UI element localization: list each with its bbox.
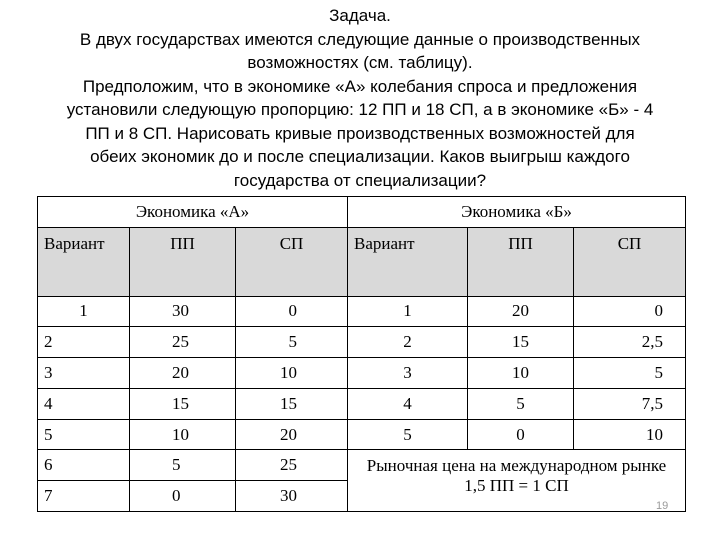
cell-pp-b: 20 [468,296,574,327]
cell-pp-a: 30 [130,296,236,327]
cell-sp-a: 15 [236,388,348,419]
task-title: Задача. [329,6,391,25]
header-variant-b: Вариант [348,227,468,296]
economy-header-row [38,197,686,228]
production-possibilities-table [37,196,686,512]
cell-sp-b: 5 [574,358,686,389]
header-sp-a: СП [236,227,348,296]
economy-a-header: Экономика «А» [38,197,348,228]
cell-variant-a: 7 [38,481,130,512]
cell-variant-a: 4 [38,388,130,419]
cell-sp-a: 10 [236,358,348,389]
cell-pp-a: 5 [130,450,236,481]
cell-variant-a: 1 [38,296,130,327]
cell-variant-a: 5 [38,419,130,450]
table-row [38,388,686,419]
cell-pp-a: 10 [130,419,236,450]
column-header-row [38,227,686,296]
cell-pp-b: 10 [468,358,574,389]
table-row [38,450,686,481]
page-number: 19 [656,500,669,512]
table-row [38,419,686,450]
cell-variant-b: 2 [348,327,468,358]
cell-variant-a: 2 [38,327,130,358]
table-row [38,358,686,389]
cell-pp-b: 5 [468,388,574,419]
cell-variant-b: 4 [348,388,468,419]
cell-pp-a: 0 [130,481,236,512]
market-price-note [348,450,686,512]
cell-sp-b: 7,5 [574,388,686,419]
cell-pp-b: 0 [468,419,574,450]
task-text [0,4,720,192]
market-price-note-line: Рыночная цена на международном рынке [366,456,667,476]
task-line: возможностях (см. таблицу). [247,53,473,72]
cell-sp-b: 2,5 [574,327,686,358]
economy-b-header: Экономика «Б» [348,197,686,228]
cell-pp-a: 20 [130,358,236,389]
task-line: В двух государствах имеются следующие данные о производственных [79,29,641,49]
header-sp-b: СП [574,227,686,296]
task-line: государства от специализации? [233,170,487,190]
header-pp-a: ПП [130,227,236,296]
cell-variant-a: 6 [38,450,130,481]
cell-sp-a: 5 [236,327,348,358]
cell-sp-a: 0 [236,296,348,327]
cell-pp-a: 25 [130,327,236,358]
market-price-ratio: 1,5 ПП = 1 СП [464,476,569,496]
cell-pp-a: 15 [130,388,236,419]
cell-sp-b: 0 [574,296,686,327]
cell-sp-b: 10 [574,419,686,450]
task-line: ПП и 8 СП. Нарисовать кривые производственных возможностей для [85,123,635,143]
cell-variant-b: 3 [348,358,468,389]
cell-variant-a: 3 [38,358,130,389]
cell-variant-b: 1 [348,296,468,327]
table-row [38,296,686,327]
header-pp-b: ПП [468,227,574,296]
cell-variant-b: 5 [348,419,468,450]
cell-sp-a: 25 [236,450,348,481]
table-row [38,327,686,358]
task-line: Предположим, что в экономике «А» колебания спроса и предложения [82,76,638,96]
cell-sp-a: 20 [236,419,348,450]
task-line: установили следующую пропорцию: 12 ПП и 18 СП, а в экономике «Б» - 4 [66,100,654,119]
cell-sp-a: 30 [236,481,348,512]
task-line: обеих экономик до и после специализации. Каков выигрыш каждого [90,147,630,166]
cell-pp-b: 15 [468,327,574,358]
header-variant-a: Вариант [38,227,130,296]
